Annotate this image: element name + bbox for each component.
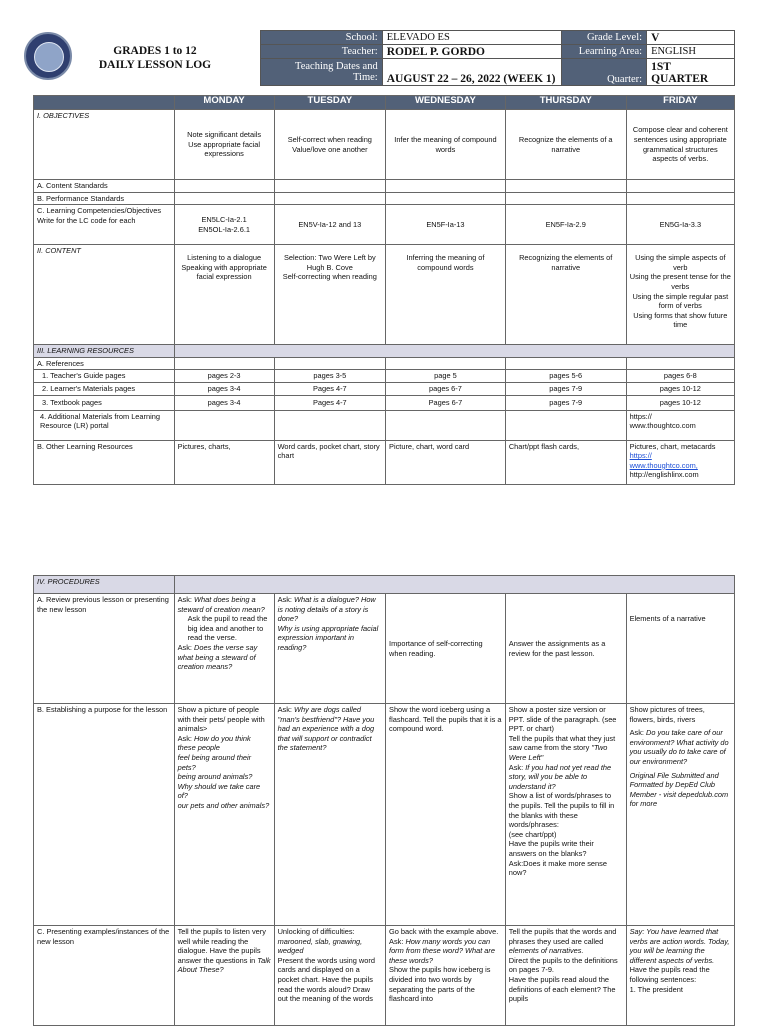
purpose-monday: Show a picture of people with their pets/ people with animals> Ask: How do you think these people feel being around their pets? being around animals? Why should we take care of? our pets and other animals?: [174, 704, 274, 926]
lr-portal-label: 4. Additional Materials from Learning Resource (LR) portal: [34, 410, 175, 440]
day-thursday: THURSDAY: [505, 96, 626, 110]
lr-friday: https:// www.thoughtco.com: [626, 410, 734, 440]
grade-value: V: [647, 31, 735, 45]
dates-label: Teaching Dates and Time:: [261, 59, 383, 86]
competencies-label: C. Learning Competencies/Objectives Write for the LC code for each: [34, 205, 175, 245]
presenting-monday: Tell the pupils to listen very well while reading the dialogue. Have the pupils answer the questions in Talk About These?: [174, 926, 274, 1026]
review-tuesday: Ask: What is a dialogue? How is noting details of a story is done? Why is using appropriate facial expression important in reading?: [274, 594, 385, 704]
content-standards-label: A. Content Standards: [34, 180, 175, 193]
area-value: ENGLISH: [647, 45, 735, 59]
content-friday: Using the simple aspects of verb Using the present tense for the verbs Using the simple regular past form of verbs Using forms that show future time: [626, 245, 734, 345]
review-friday: Elements of a narrative: [626, 594, 734, 704]
quarter-label: Quarter:: [562, 59, 647, 86]
presenting-friday: Say: You have learned that verbs are action words. Today, you will be learning the different aspects of verbs. Have the pupils read the following sentences: 1. The president: [626, 926, 734, 1026]
objectives-tuesday: Self-correct when reading Value/love one another: [274, 110, 385, 180]
review-wednesday: Importance of self-correcting when reading.: [386, 594, 506, 704]
title-line-1: GRADES 1 to 12: [113, 45, 197, 57]
day-tuesday: TUESDAY: [274, 96, 385, 110]
objectives-thursday: Recognize the elements of a narrative: [505, 110, 626, 180]
competencies-thursday: EN5F-Ia-2.9: [505, 205, 626, 245]
tg-friday: pages 6-8: [626, 370, 734, 383]
competencies-monday: EN5LC-Ia-2.1 EN5OL-Ia-2.6.1: [174, 205, 274, 245]
competencies-tuesday: EN5V-Ia-12 and 13: [274, 205, 385, 245]
content-tuesday: Selection: Two Were Left by Hugh B. Cove Self-correcting when reading: [274, 245, 385, 345]
procedures-label: IV. PROCEDURES: [34, 576, 175, 594]
review-monday: Ask: What does being a steward of creation mean? Ask the pupil to read the big idea and another to read the verse. Ask: Does the verse say what being a steward of creation means?: [174, 594, 274, 704]
other-resources-label: B. Other Learning Resources: [34, 440, 175, 484]
tg-thursday: pages 5-6: [505, 370, 626, 383]
other-monday: Pictures, charts,: [174, 440, 274, 484]
textbook-pages-label: 3. Textbook pages: [34, 395, 175, 410]
tg-pages-label: 1. Teacher's Guide pages: [34, 370, 175, 383]
lm-pages-label: 2. Learner's Materials pages: [34, 382, 175, 395]
content-wednesday: Inferring the meaning of compound words: [386, 245, 506, 345]
school-label: School:: [261, 31, 383, 45]
review-thursday: Answer the assignments as a review for the past lesson.: [505, 594, 626, 704]
procedures-table: [33, 575, 735, 1026]
content-label: II. CONTENT: [34, 245, 175, 345]
lm-thursday: pages 7-9: [505, 382, 626, 395]
lesson-table-top: [33, 95, 735, 485]
link-thoughtco[interactable]: www.thoughtco.com,: [629, 460, 698, 470]
other-tuesday: Word cards, pocket chart, story chart: [274, 440, 385, 484]
references-label: A. References: [34, 357, 175, 370]
presenting-thursday: Tell the pupils that the words and phrases they used are called elements of narratives. Direct the pupils to the definitions on pages 7-9. Have the pupils read aloud the definitions of each element? The pupils: [505, 926, 626, 1026]
competencies-friday: EN5G-Ia-3.3: [626, 205, 734, 245]
lm-tuesday: Pages 4-7: [274, 382, 385, 395]
presenting-wednesday: Go back with the example above. Ask: How many words you can form from these word? What are these words? Show the pupils how iceberg is divided into two words by separating the parts of the flashcard into: [386, 926, 506, 1026]
purpose-thursday: Show a poster size version or PPT. slide of the paragraph. (see PPT. or chart) Tell the pupils that what they just saw came from the story "Two Were Left" Ask: If you had not yet read the story, will you be able to understand it? Show a list of words/phrases to the pupils. Tell the pupils to fill in the blanks with these words/phrases: (see chart/ppt) Have the pupils write their answers on the blanks? Ask:Does it make more sense now?: [505, 704, 626, 926]
competencies-wednesday: EN5F-Ia-13: [386, 205, 506, 245]
day-wednesday: WEDNESDAY: [386, 96, 506, 110]
day-monday: MONDAY: [174, 96, 274, 110]
tb-wednesday: Pages 6-7: [386, 395, 506, 410]
link-https[interactable]: https://: [629, 451, 652, 461]
presenting-label: C. Presenting examples/instances of the new lesson: [34, 926, 175, 1026]
tb-friday: pages 10-12: [626, 395, 734, 410]
objectives-friday: Compose clear and coherent sentences using appropriate grammatical structures aspects of verbs.: [626, 110, 734, 180]
objectives-label: I. OBJECTIVES: [34, 110, 175, 180]
tb-tuesday: Pages 4-7: [274, 395, 385, 410]
quarter-value: 1ST QUARTER: [647, 59, 735, 86]
performance-standards-label: B. Performance Standards: [34, 192, 175, 205]
tg-wednesday: page 5: [386, 370, 506, 383]
other-friday: Pictures, chart, metacards https:// www.thoughtco.com, http://englishlinx.com: [626, 440, 734, 484]
deped-seal-logo: [24, 32, 72, 80]
tb-monday: pages 3-4: [174, 395, 274, 410]
purpose-wednesday: Show the word iceberg using a flashcard. Tell the pupils that it is a compound word.: [386, 704, 506, 926]
day-friday: FRIDAY: [626, 96, 734, 110]
presenting-tuesday: Unlocking of difficulties: marooned, slab, gnawing, wedged Present the words using word cards and displayed on a pocket chart. Have the pupils read the words aloud? Draw out the meaning of the words: [274, 926, 385, 1026]
teacher-label: Teacher:: [261, 45, 383, 59]
grade-label: Grade Level:: [562, 31, 647, 45]
tg-tuesday: pages 3-5: [274, 370, 385, 383]
header-info-table: [260, 30, 735, 86]
other-wednesday: Picture, chart, word card: [386, 440, 506, 484]
link-englishlinx[interactable]: http://englishlinx.com: [629, 470, 699, 480]
lesson-log-header: [20, 30, 735, 87]
objectives-monday: Note significant details Use appropriate facial expressions: [174, 110, 274, 180]
purpose-friday: Show pictures of trees, flowers, birds, rivers Ask: Do you take care of our environment? What activity do you usually do to take care of our environment? Original File Submitted and Formatted by DepEd Club Member - visit depedclub.com for more: [626, 704, 734, 926]
lm-monday: pages 3-4: [174, 382, 274, 395]
objectives-wednesday: Infer the meaning of compound words: [386, 110, 506, 180]
purpose-tuesday: Ask: Why are dogs called "man's bestfriend"? Have you had an experience with a dog that will support or contradict the statement?: [274, 704, 385, 926]
lm-wednesday: pages 6-7: [386, 382, 506, 395]
dates-value: AUGUST 22 – 26, 2022 (WEEK 1): [382, 59, 562, 86]
area-label: Learning Area:: [562, 45, 647, 59]
content-monday: Listening to a dialogue Speaking with appropriate facial expression: [174, 245, 274, 345]
teacher-value: RODEL P. GORDO: [382, 45, 562, 59]
school-value: ELEVADO ES: [382, 31, 562, 45]
document-title: [80, 44, 230, 72]
content-thursday: Recognizing the elements of narrative: [505, 245, 626, 345]
title-line-2: DAILY LESSON LOG: [98, 59, 212, 71]
other-thursday: Chart/ppt flash cards,: [505, 440, 626, 484]
lm-friday: pages 10-12: [626, 382, 734, 395]
tb-thursday: pages 7-9: [505, 395, 626, 410]
tg-monday: pages 2-3: [174, 370, 274, 383]
learning-resources-label: III. LEARNING RESOURCES: [34, 345, 175, 358]
review-label: A. Review previous lesson or presenting the new lesson: [34, 594, 175, 704]
purpose-label: B. Establishing a purpose for the lesson: [34, 704, 175, 926]
